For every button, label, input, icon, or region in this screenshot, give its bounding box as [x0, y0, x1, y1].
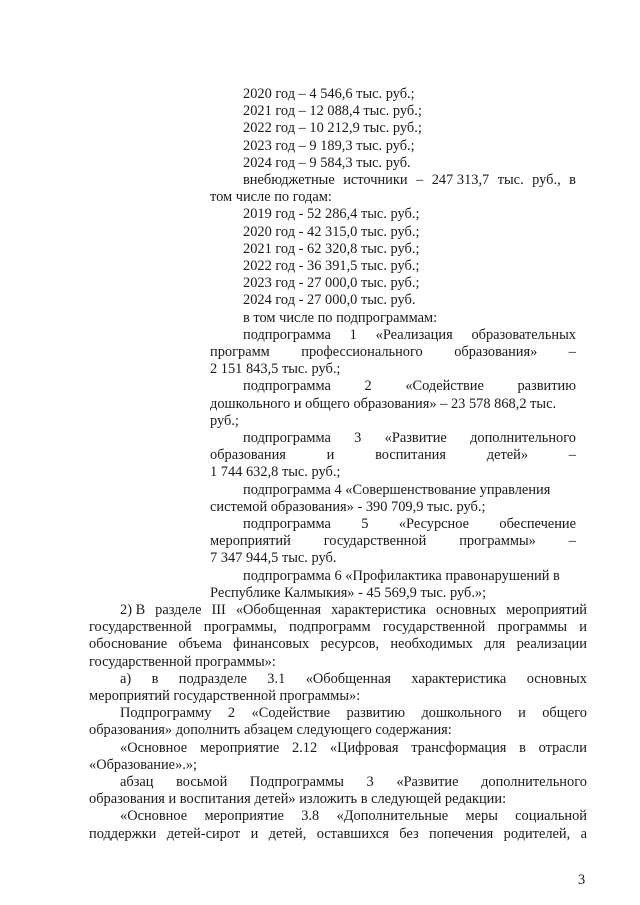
s2-p5-line1: абзац восьмой Подпрограммы 3 «Развитие дополнительного [120, 774, 587, 791]
sp1-line1: подпрограмма 1 «Реализация образовательных [243, 326, 576, 343]
s2-p4-line2: «Образование».»; [89, 756, 198, 773]
sp2-line2: дошкольного и общего образования» – 23 578 868,2 тыс. [210, 395, 557, 412]
extrabudget-year-2023: 2023 год - 27 000,0 тыс. руб.; [243, 275, 420, 292]
sp3-line1: подпрограмма 3 «Развитие дополнительного [243, 430, 576, 447]
s2-p6-line2: поддержки детей-сирот и детей, оставшихся без попечения родителей, а [89, 825, 587, 842]
sp2-line3: руб.; [210, 412, 239, 429]
sp3-line3: 1 744 632,8 тыс. руб.; [210, 464, 341, 481]
sp6-line1: подпрограмма 6 «Профилактика правонарушений в [243, 567, 560, 584]
budget-year-2020: 2020 год – 4 546,6 тыс. руб.; [243, 86, 415, 102]
s2-p1-line2: государственной программы, подпрограмм государственной программы и [89, 619, 587, 636]
extrabudget-line1: внебюджетные источники – 247 313,7 тыс. руб., в [243, 172, 576, 189]
s2-p6-line1: «Основное мероприятие 3.8 «Дополнительные меры социальной [120, 808, 587, 825]
section2-body [89, 602, 587, 843]
sp1-line3: 2 151 843,5 тыс. руб.; [210, 361, 341, 378]
s2-p3-line1: Подпрограмму 2 «Содействие развитию дошкольного и общего [120, 705, 587, 722]
budget-year-2021: 2021 год – 12 088,4 тыс. руб.; [243, 103, 422, 120]
sp6-line2: Республике Калмыкия» - 45 569,9 тыс. руб.»; [210, 584, 487, 601]
s2-p2-line1: а) в подразделе 3.1 «Обобщенная характеристика основных [120, 670, 587, 687]
budget-year-2024: 2024 год – 9 584,3 тыс. руб. [243, 154, 411, 171]
extrabudget-year-2020: 2020 год - 42 315,0 тыс. руб.; [243, 223, 420, 240]
sp5-line2: мероприятий государственной программы» – [210, 533, 576, 550]
sp4-line1: подпрограмма 4 «Совершенствование управления [243, 481, 551, 498]
s2-p3-line2: образования» дополнить абзацем следующего содержания: [89, 722, 452, 739]
s2-p5-line2: образования и воспитания детей» изложить в следующей редакции: [89, 791, 507, 808]
sp2-line1: подпрограмма 2 «Содействие развитию [243, 378, 576, 395]
s2-p1-line1: 2) В разделе III «Обобщенная характеристика основных мероприятий [120, 602, 587, 618]
sp4-line2: системой образования» - 390 709,9 тыс. руб.; [210, 498, 486, 515]
budget-year-2022: 2022 год – 10 212,9 тыс. руб.; [243, 120, 422, 137]
extrabudget-year-2019: 2019 год - 52 286,4 тыс. руб.; [243, 206, 420, 223]
s2-p1-line4: государственной программы»: [89, 653, 276, 670]
sp1-line2: программ профессионального образования» – [210, 344, 576, 361]
budget-year-2023: 2023 год – 9 189,3 тыс. руб.; [243, 137, 415, 154]
sp3-line2: образования и воспитания детей» – [210, 447, 576, 464]
extrabudget-year-2024: 2024 год - 27 000,0 тыс. руб. [243, 292, 416, 309]
sp5-line3: 7 347 944,5 тыс. руб. [210, 550, 337, 567]
page-number: 3 [578, 872, 586, 888]
extrabudget-line2: том числе по годам: [210, 189, 332, 206]
funding-column [210, 86, 576, 602]
subprograms-intro: в том числе по подпрограммам: [243, 309, 438, 326]
s2-p2-line2: мероприятий государственной программы»: [89, 688, 361, 705]
extrabudget-year-2021: 2021 год - 62 320,8 тыс. руб.; [243, 240, 420, 257]
sp5-line1: подпрограмма 5 «Ресурсное обеспечение [243, 516, 576, 533]
extrabudget-year-2022: 2022 год - 36 391,5 тыс. руб.; [243, 258, 420, 275]
s2-p1-line3: обоснование объема финансовых ресурсов, необходимых для реализации [89, 636, 587, 653]
s2-p4-line1: «Основное мероприятие 2.12 «Цифровая трансформация в отрасли [120, 739, 587, 756]
